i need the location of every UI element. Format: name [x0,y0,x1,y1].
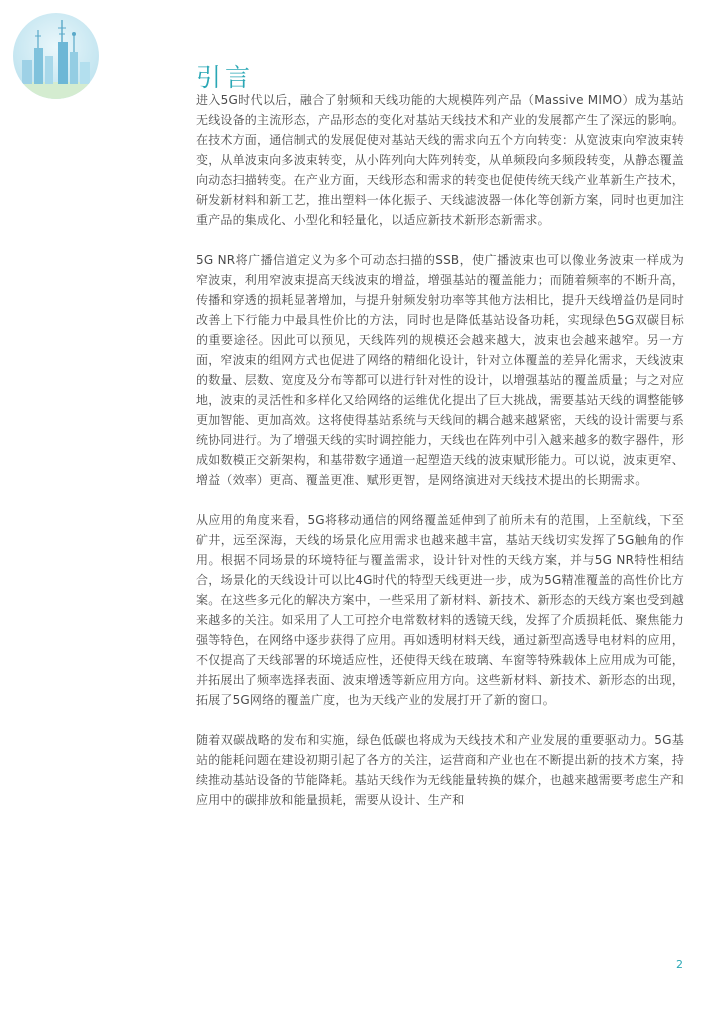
paragraph-3: 从应用的角度来看，5G将移动通信的网络覆盖延伸到了前所未有的范围，上至航线，下至矿井，远至深海，天线的场景化应用需求也越来越丰富，基站天线切实发挥了5G触角的作用。根据不同场景的环境特征与覆盖需求，设计针对性的天线方案，并与5G NR特性相结合，场景化的天线设计可以比4G时代的特型天线更进一步，成为5G精准覆盖的高性价比方案。在这些多元化的解决方案中，一些采用了新材料、新技术、新形态的天线方案也受到越来越多的关注。如采用了人工可控介电常数材料的透镜天线，发挥了介质损耗低、聚焦能力强等特色，在网络中逐步获得了应用。再如透明材料天线，通过新型高透导电材料的应用，不仅提高了天线部署的环境适应性，还使得天线在玻璃、车窗等特殊载体上应用成为可能，并拓展出了频率选择表面、波束增透等新应用方向。这些新材料、新技术、新形态的出现，拓展了5G网络的覆盖广度，也为天线产业的发展打开了新的窗口。 [196,513,685,707]
page-number: 2 [676,958,683,971]
paragraph-4: 随着双碳战略的发布和实施，绿色低碳也将成为天线技术和产业发展的重要驱动力。5G基站的能耗问题在建设初期引起了各方的关注，运营商和产业也在不断提出新的技术方案，持续推动基站设备的节能降耗。基站天线作为无线能量转换的媒介，也越来越需要考虑生产和应用中的碳排放和能量损耗，需要从设计、生产和 [196,733,685,807]
body-text [196,90,684,830]
logo-graphic [12,12,100,100]
paragraph-1: 进入5G时代以后，融合了射频和天线功能的大规模阵列产品（Massive MIMO）成为基站无线设备的主流形态，产品形态的变化对基站天线技术和产业的发展都产生了深远的影响。在技术方面，通信制式的发展促使对基站天线的需求向五个方向转变：从宽波束向窄波束转变，从单波束向多波束转变，从小阵列向大阵列转变，从单频段向多频段转变，从静态覆盖向动态扫描转变。在产业方面，天线形态和需求的转变也促使传统天线产业革新生产技术，研发新材料和新工艺，推出塑料一体化振子、天线滤波器一体化等创新方案，同时也更加注重产品的集成化、小型化和轻量化，以适应新技术新形态新需求。 [196,93,685,227]
paragraph-2: 5G NR将广播信道定义为多个可动态扫描的SSB，使广播波束也可以像业务波束一样成为窄波束，利用窄波束提高天线波束的增益，增强基站的覆盖能力；而随着频率的不断升高，传播和穿透的损耗显著增加，与提升射频发射功率等其他方法相比，提升天线增益仍是同时改善上下行能力中最具性价比的方法，同时也是降低基站设备功耗，实现绿色5G双碳目标的重要途径。因此可以预见，天线阵列的规模还会越来越大，波束也会越来越窄。另一方面，窄波束的组网方式也促进了网络的精细化设计，针对立体覆盖的差异化需求，天线波束的数量、层数、宽度及分布等都可以进行针对性的设计，以增强基站的覆盖质量；与之对应地，波束的灵活性和多样化又给网络的运维优化提出了巨大挑战，需要基站天线的调整能够更加智能、更加高效。这将使得基站系统与天线间的耦合越来越紧密，天线的设计需要与系统协同进行。为了增强天线的实时调控能力，天线也在阵列中引入越来越多的数字器件，形成如数模正交新架构，和基带数字通道一起塑造天线的波束赋形能力。可以说，波束更窄、增益（效率）更高、覆盖更准、赋形更智，是网络演进对天线技术提出的长期需求。 [196,253,685,487]
page-title: 引言 [196,63,255,92]
city-towers-illustration [12,12,100,100]
